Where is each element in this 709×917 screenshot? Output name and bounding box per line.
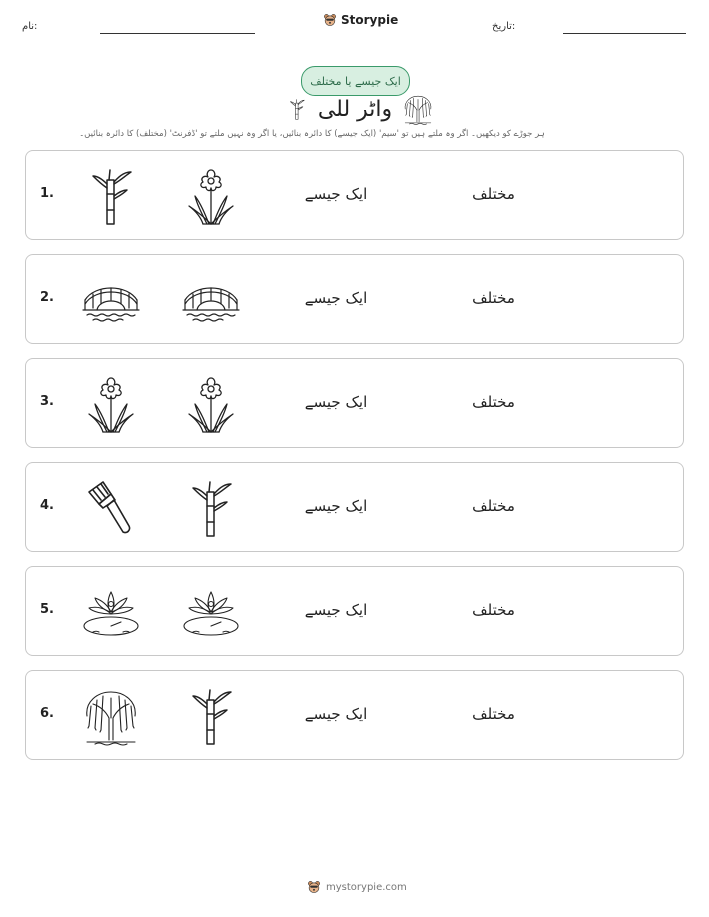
question-number: 3. [40,394,54,409]
option-different[interactable]: مختلف [472,393,515,411]
bear-logo-icon [323,13,337,27]
question-number: 5. [40,602,54,617]
bamboo-icon [181,686,241,746]
question-card [25,150,684,240]
bridge-icon [181,270,241,330]
date-label: تاریخ: [492,21,516,32]
option-different[interactable]: مختلف [472,185,515,203]
name-write-line[interactable] [100,33,255,34]
bamboo-icon [181,478,241,538]
option-same[interactable]: ایک جیسے [304,289,368,307]
option-different[interactable]: مختلف [472,497,515,515]
name-label: نام: [22,21,38,32]
footer-site: mystorypie.com [326,881,407,893]
option-same[interactable]: ایک جیسے [304,185,368,203]
question-card [25,670,684,760]
daffodil-icon [181,166,241,226]
question-card [25,358,684,448]
option-same[interactable]: ایک جیسے [304,601,368,619]
title-row [280,92,440,126]
question-card [25,566,684,656]
option-different[interactable]: مختلف [472,705,515,723]
water-lily-icon [181,582,241,642]
question-card [25,462,684,552]
bear-logo-icon [307,880,321,894]
option-same[interactable]: ایک جیسے [304,497,368,515]
footer [307,880,407,894]
bamboo-icon [81,166,141,226]
option-same[interactable]: ایک جیسے [304,393,368,411]
date-write-line[interactable] [563,33,686,34]
page-title: واٹر للی [317,96,393,122]
option-different[interactable]: مختلف [472,601,515,619]
willow-tree-icon [81,686,141,746]
bamboo-icon [286,94,308,124]
instructions: ہر جوڑے کو دیکھیں۔ اگر وہ ملتے ہیں تو 'سیم' (ایک جیسے) کا دائرہ بنائیں، یا اگر وہ نہیں ملتے تو 'ڈفرنٹ' (مختلف) کا دائرہ بنائیں۔ [79,129,545,139]
question-card [25,254,684,344]
daffodil-icon [81,374,141,434]
water-lily-icon [81,582,141,642]
brand-name: Storypie [341,13,399,27]
bridge-icon [81,270,141,330]
question-number: 2. [40,290,54,305]
option-same[interactable]: ایک جیسے [304,705,368,723]
paintbrush-icon [81,478,141,538]
option-different[interactable]: مختلف [472,289,515,307]
worksheet-type-badge: ایک جیسے یا مختلف [301,66,410,96]
question-number: 1. [40,186,54,201]
daffodil-icon [181,374,241,434]
question-number: 6. [40,706,54,721]
storypie-logo [323,13,398,27]
willow-tree-icon [402,93,434,125]
question-number: 4. [40,498,54,513]
